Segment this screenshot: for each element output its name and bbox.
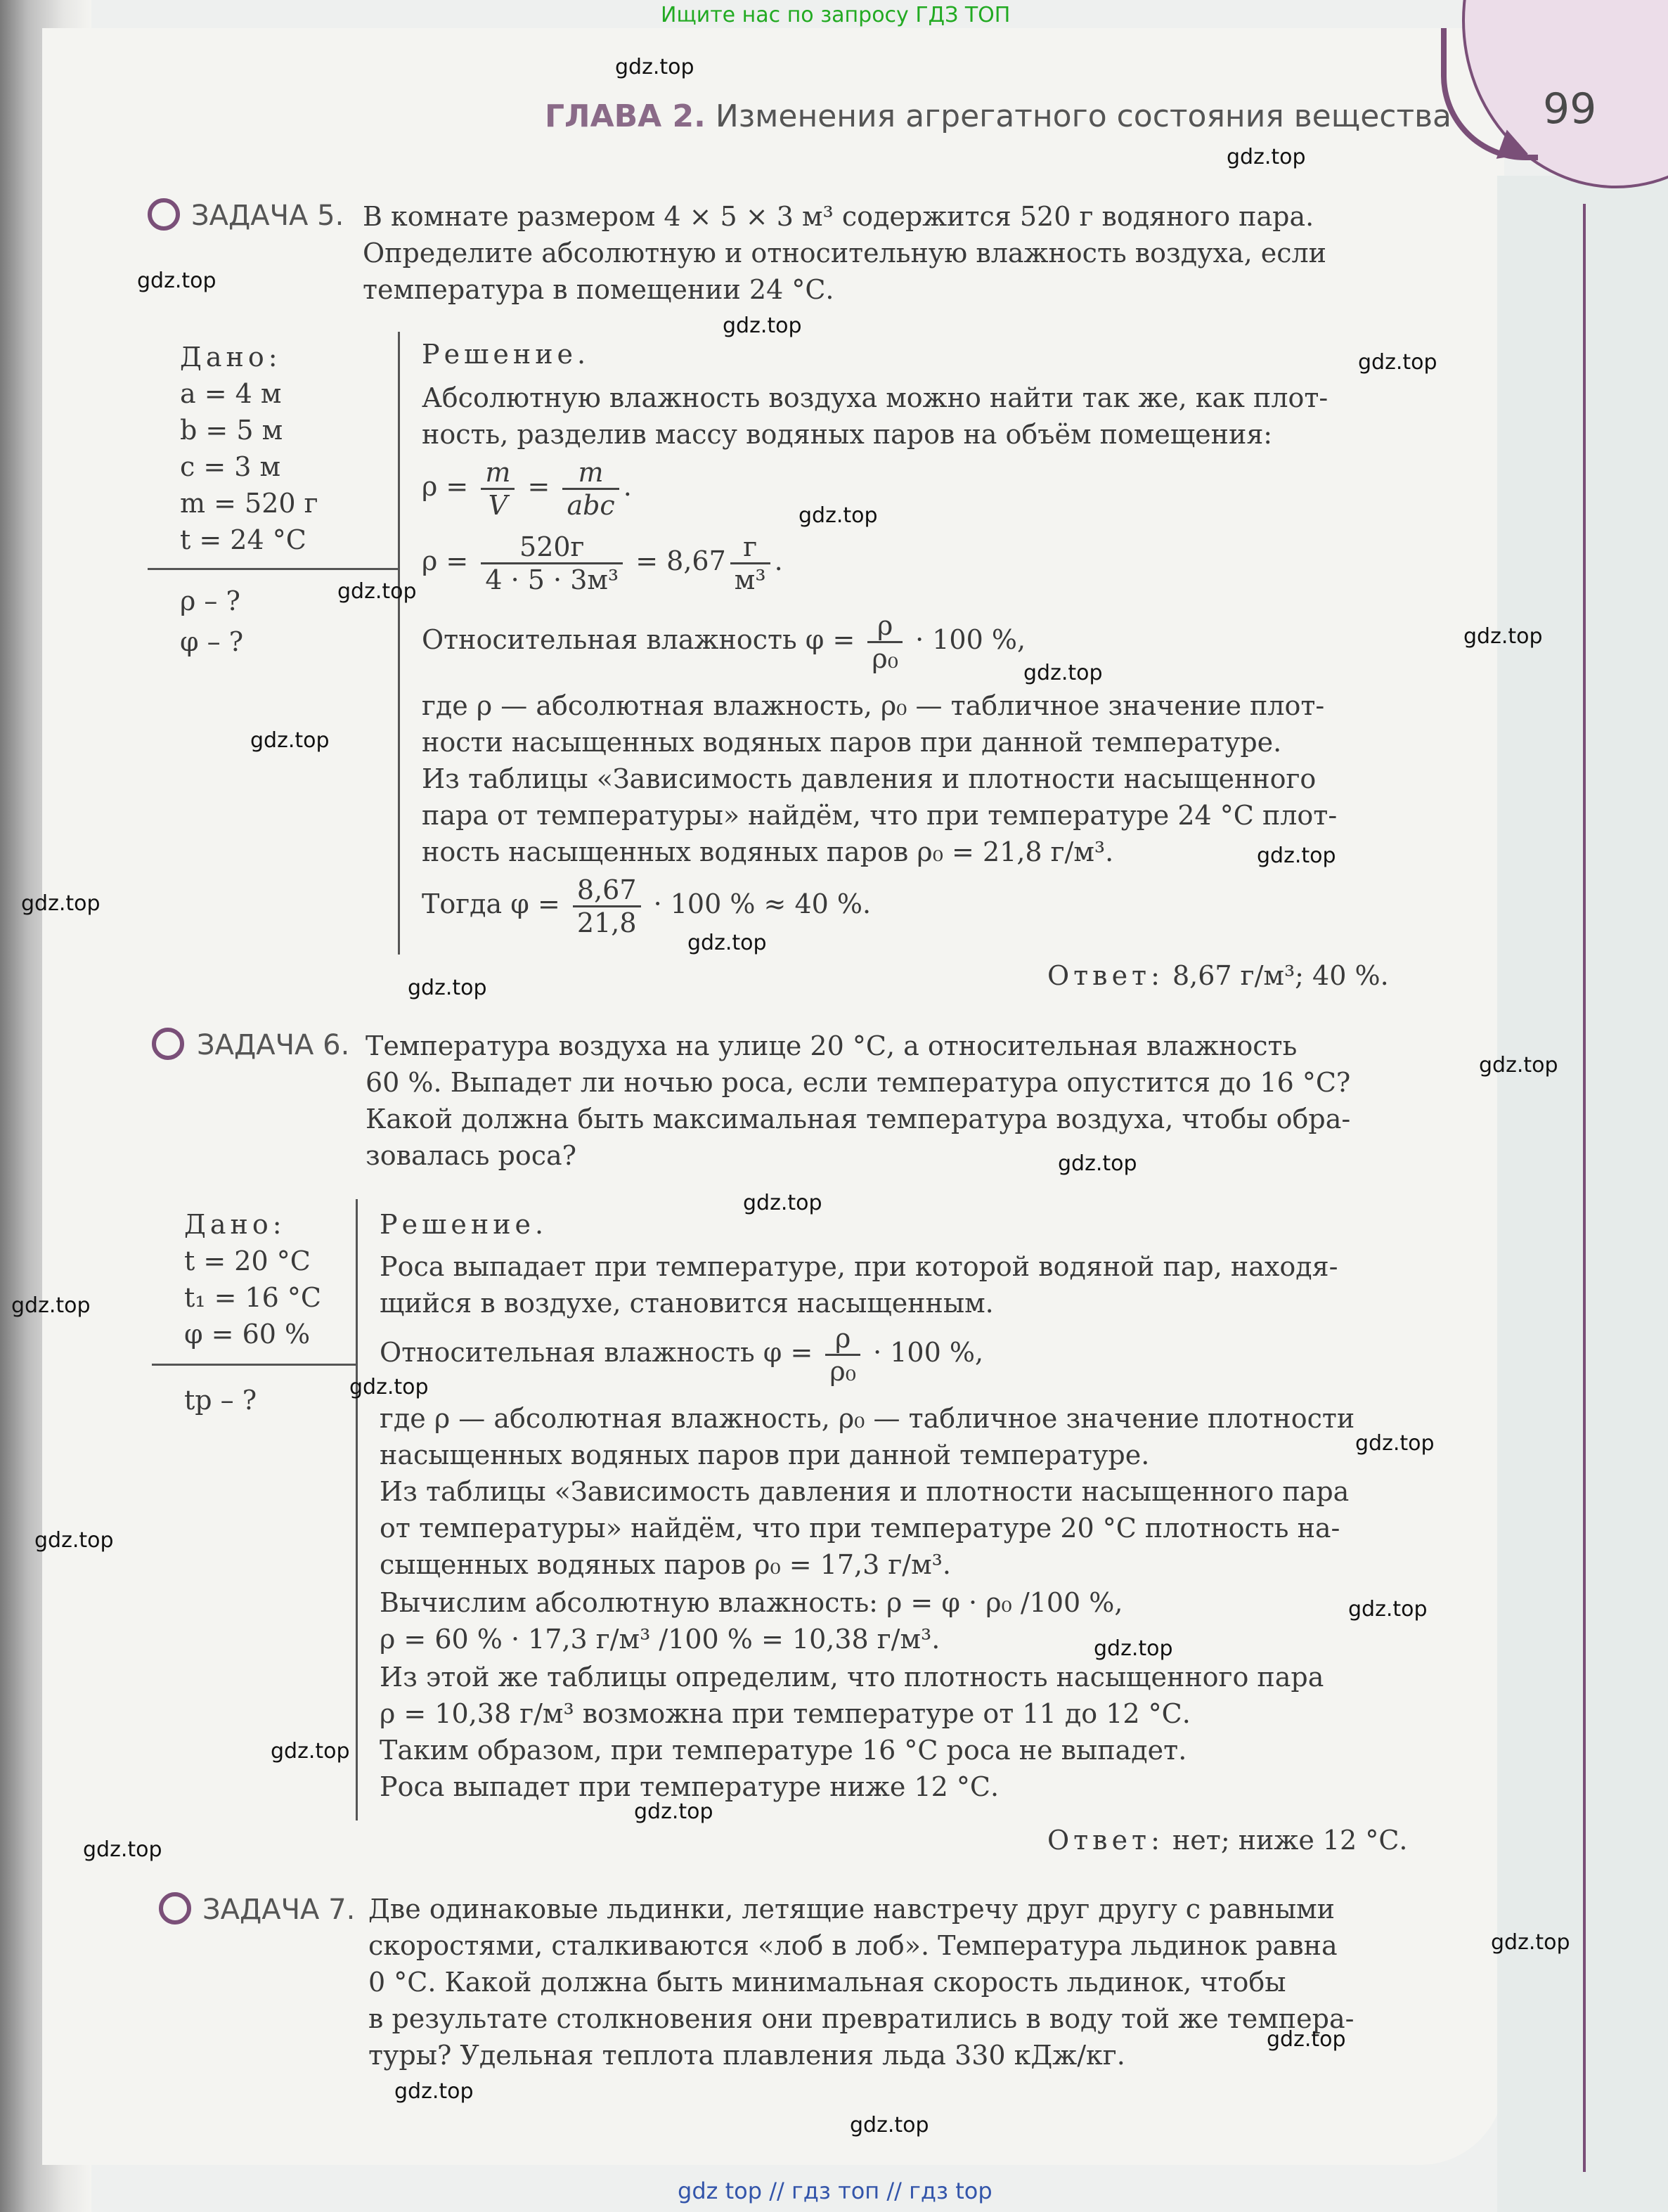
watermark: gdz.top bbox=[83, 1837, 162, 1862]
task6-label: ЗАДАЧА 6. bbox=[197, 1029, 350, 1061]
denominator: ρ₀ bbox=[872, 643, 898, 674]
watermark: gdz.top bbox=[394, 2079, 474, 2104]
task6-statement bbox=[366, 1028, 1350, 1174]
fraction bbox=[573, 874, 641, 938]
solution-title: Решение. bbox=[422, 339, 590, 370]
solution-line: Из таблицы «Зависимость давления и плотности насыщенного пара bbox=[380, 1476, 1350, 1507]
watermark: gdz.top bbox=[1348, 1597, 1428, 1622]
numerator: 520г bbox=[481, 531, 623, 564]
denominator: ρ₀ bbox=[829, 1356, 856, 1387]
task7-label: ЗАДАЧА 7. bbox=[202, 1894, 356, 1926]
find-item: ρ – ? bbox=[180, 586, 240, 616]
formula-part: Относительная влажность φ = bbox=[380, 1337, 813, 1368]
watermark: gdz.top bbox=[687, 931, 767, 955]
fraction bbox=[825, 1323, 860, 1387]
given-item: c = 3 м bbox=[180, 451, 281, 482]
watermark: gdz.top bbox=[408, 976, 487, 1000]
watermark: gdz.top bbox=[271, 1739, 350, 1764]
statement-line: температура в помещении 24 °С. bbox=[363, 274, 834, 305]
answer-value: нет; ниже 12 °С. bbox=[1172, 1825, 1408, 1856]
given-item: t = 24 °С bbox=[180, 524, 306, 555]
task5-find bbox=[180, 581, 243, 662]
fraction bbox=[481, 457, 515, 521]
find-item: φ – ? bbox=[180, 626, 244, 657]
answer-value: 8,67 г/м³; 40 %. bbox=[1172, 960, 1389, 991]
formula-part: . bbox=[774, 545, 783, 576]
watermark: gdz.top bbox=[337, 579, 417, 604]
chapter-header bbox=[545, 98, 1452, 134]
statement-line: 60 %. Выпадет ли ночью роса, если температура опустится до 16 °С? bbox=[366, 1067, 1351, 1098]
solution-line: сыщенных водяных паров ρ₀ = 17,3 г/м³. bbox=[380, 1549, 951, 1580]
fraction bbox=[730, 531, 770, 595]
solution-line: где ρ — абсолютная влажность, ρ₀ — табличное значение плот- bbox=[422, 690, 1325, 721]
formula-part: ρ = bbox=[422, 545, 469, 576]
statement-line: Температура воздуха на улице 20 °С, а относительная влажность bbox=[366, 1030, 1298, 1061]
watermark: gdz.top bbox=[1463, 624, 1543, 649]
task6-answer bbox=[1047, 1822, 1407, 1858]
solution-line: Вычислим абсолютную влажность: ρ = φ · ρ₀ /100 %, bbox=[380, 1587, 1123, 1618]
footer-links[interactable]: gdz top // гдз топ // гдз top bbox=[678, 2178, 993, 2204]
statement-line: В комнате размером 4 × 5 × 3 м³ содержится 520 г водяного пара. bbox=[363, 201, 1314, 232]
watermark: gdz.top bbox=[615, 55, 694, 79]
chapter-title: Изменения агрегатного состояния вещества bbox=[715, 98, 1452, 134]
watermark: gdz.top bbox=[1257, 843, 1336, 868]
solution-line: ности насыщенных водяных паров при данной температуре. bbox=[422, 727, 1282, 758]
statement-line: Какой должна быть максимальная температура воздуха, чтобы обра- bbox=[366, 1104, 1351, 1134]
denominator: 21,8 bbox=[576, 907, 637, 938]
formula-part: Тогда φ = bbox=[422, 888, 560, 919]
solution-line: Из этой же таблицы определим, что плотность насыщенного пара bbox=[380, 1662, 1324, 1693]
watermark: gdz.top bbox=[21, 891, 101, 916]
fraction bbox=[867, 610, 903, 674]
task7-statement bbox=[368, 1891, 1354, 2074]
margin-rule bbox=[1583, 204, 1586, 2172]
watermark: gdz.top bbox=[723, 313, 802, 338]
watermark: gdz.top bbox=[1479, 1053, 1558, 1078]
statement-line: в результате столкновения они превратились в воду той же темпера- bbox=[368, 2003, 1355, 2034]
watermark: gdz.top bbox=[137, 269, 216, 293]
numerator: ρ bbox=[825, 1323, 860, 1356]
denominator: abc bbox=[567, 490, 615, 521]
answer-label: Ответ: bbox=[1047, 1825, 1164, 1856]
watermark: gdz.top bbox=[1227, 145, 1306, 169]
statement-line: зовалась роса? bbox=[366, 1140, 577, 1171]
page-number: 99 bbox=[1543, 84, 1597, 134]
watermark: gdz.top bbox=[1491, 1930, 1570, 1955]
solution-separator bbox=[398, 332, 400, 955]
fraction bbox=[481, 531, 623, 595]
statement-line: Определите абсолютную и относительную влажность воздуха, если bbox=[363, 238, 1326, 269]
watermark: gdz.top bbox=[850, 2113, 929, 2137]
numerator: m bbox=[562, 457, 619, 490]
formula-density bbox=[422, 457, 632, 521]
solution-line: насыщенных водяных паров при данной температуре. bbox=[380, 1440, 1150, 1470]
watermark: gdz.top bbox=[34, 1528, 114, 1553]
statement-line: туры? Удельная теплота плавления льда 330 кДж/кг. bbox=[368, 2040, 1125, 2071]
task-marker-icon bbox=[152, 1028, 184, 1060]
solution-line: пара от температуры» найдём, что при температуре 24 °С плот- bbox=[422, 800, 1338, 831]
formula-density-value bbox=[422, 531, 783, 595]
solution-line: от температуры» найдём, что при температуре 20 °С плотность на- bbox=[380, 1513, 1340, 1544]
given-title: Дано: bbox=[180, 342, 282, 373]
solution-separator bbox=[356, 1199, 358, 1820]
solution-line: щийся в воздухе, становится насыщенным. bbox=[380, 1288, 994, 1319]
formula-part: = 8,67 bbox=[635, 545, 726, 576]
watermark: gdz.top bbox=[634, 1799, 713, 1824]
watermark: gdz.top bbox=[11, 1293, 91, 1318]
given-item: φ = 60 % bbox=[184, 1319, 311, 1350]
formula-part: · 100 %, bbox=[915, 624, 1026, 655]
formula-part: · 100 %, bbox=[873, 1337, 984, 1368]
solution-line: где ρ — абсолютная влажность, ρ₀ — табличное значение плотности bbox=[380, 1403, 1355, 1434]
watermark: gdz.top bbox=[1094, 1636, 1173, 1661]
watermark: gdz.top bbox=[1355, 1431, 1435, 1456]
answer-label: Ответ: bbox=[1047, 960, 1164, 991]
solution-line: Роса выпадает при температуре, при которой водяной пар, находя- bbox=[380, 1251, 1338, 1282]
task5-answer bbox=[1047, 957, 1389, 994]
solution-line: Роса выпадет при температуре ниже 12 °С. bbox=[380, 1771, 1000, 1802]
formula-part: Относительная влажность φ = bbox=[422, 624, 855, 655]
denominator: м³ bbox=[734, 564, 766, 595]
find-item: tр – ? bbox=[184, 1385, 257, 1416]
watermark: gdz.top bbox=[1267, 2027, 1346, 2052]
given-item: m = 520 г bbox=[180, 488, 318, 519]
promo-text[interactable]: Ищите нас по запросу ГДЗ ТОП bbox=[661, 3, 1011, 27]
given-title: Дано: bbox=[184, 1209, 286, 1240]
solution-line: ρ = 60 % · 17,3 г/м³ /100 % = 10,38 г/м³. bbox=[380, 1624, 940, 1655]
statement-line: 0 °С. Какой должна быть минимальная скорость льдинок, чтобы bbox=[368, 1967, 1286, 1998]
solution-line: ρ = 10,38 г/м³ возможна при температуре от 11 до 12 °С. bbox=[380, 1698, 1191, 1729]
formula-part: . bbox=[623, 471, 632, 502]
watermark: gdz.top bbox=[799, 503, 878, 528]
formula-part: ρ = bbox=[422, 471, 469, 502]
fraction bbox=[562, 457, 619, 521]
watermark: gdz.top bbox=[1358, 350, 1437, 375]
watermark: gdz.top bbox=[349, 1375, 429, 1399]
formula-result bbox=[422, 874, 871, 938]
given-item: a = 4 м bbox=[180, 378, 282, 409]
task-marker-icon bbox=[148, 198, 180, 231]
numerator: 8,67 bbox=[573, 874, 641, 907]
denominator: V bbox=[488, 490, 508, 521]
task5-statement bbox=[363, 198, 1326, 308]
task6-given bbox=[184, 1206, 321, 1352]
numerator: г bbox=[730, 531, 770, 564]
formula-part: = bbox=[527, 471, 550, 502]
chapter-number: ГЛАВА 2. bbox=[545, 98, 706, 134]
solution-line: Из таблицы «Зависимость давления и плотности насыщенного bbox=[422, 763, 1317, 794]
watermark: gdz.top bbox=[1023, 661, 1103, 685]
given-divider bbox=[152, 1364, 356, 1366]
formula-part: · 100 % ≈ 40 %. bbox=[653, 888, 872, 919]
solution-title: Решение. bbox=[380, 1209, 548, 1240]
numerator: m bbox=[481, 457, 515, 490]
watermark: gdz.top bbox=[250, 728, 330, 753]
task5-given bbox=[180, 339, 318, 558]
watermark: gdz.top bbox=[743, 1191, 822, 1215]
watermark: gdz.top bbox=[1058, 1151, 1137, 1176]
given-item: t = 20 °С bbox=[184, 1246, 311, 1276]
given-item: b = 5 м bbox=[180, 415, 283, 446]
denominator: 4 · 5 · 3м³ bbox=[485, 564, 619, 595]
solution-line: Абсолютную влажность воздуха можно найти так же, как плот- bbox=[422, 382, 1328, 413]
statement-line: Две одинаковые льдинки, летящие навстречу друг другу с равными bbox=[368, 1894, 1335, 1925]
statement-line: скоростями, сталкиваются «лоб в лоб». Температура льдинок равна bbox=[368, 1930, 1338, 1961]
task-marker-icon bbox=[159, 1892, 191, 1925]
task5-label: ЗАДАЧА 5. bbox=[191, 200, 344, 232]
formula-relative-humidity bbox=[422, 610, 1026, 674]
solution-line: ность насыщенных водяных паров ρ₀ = 21,8 г/м³. bbox=[422, 836, 1114, 867]
solution-line: Таким образом, при температуре 16 °С роса не выпадет. bbox=[380, 1735, 1187, 1766]
solution-line: ность, разделив массу водяных паров на объём помещения: bbox=[422, 419, 1273, 450]
given-item: t₁ = 16 °С bbox=[184, 1282, 322, 1313]
formula-relative-humidity bbox=[380, 1323, 983, 1387]
numerator: ρ bbox=[867, 610, 903, 643]
given-divider bbox=[148, 568, 398, 570]
